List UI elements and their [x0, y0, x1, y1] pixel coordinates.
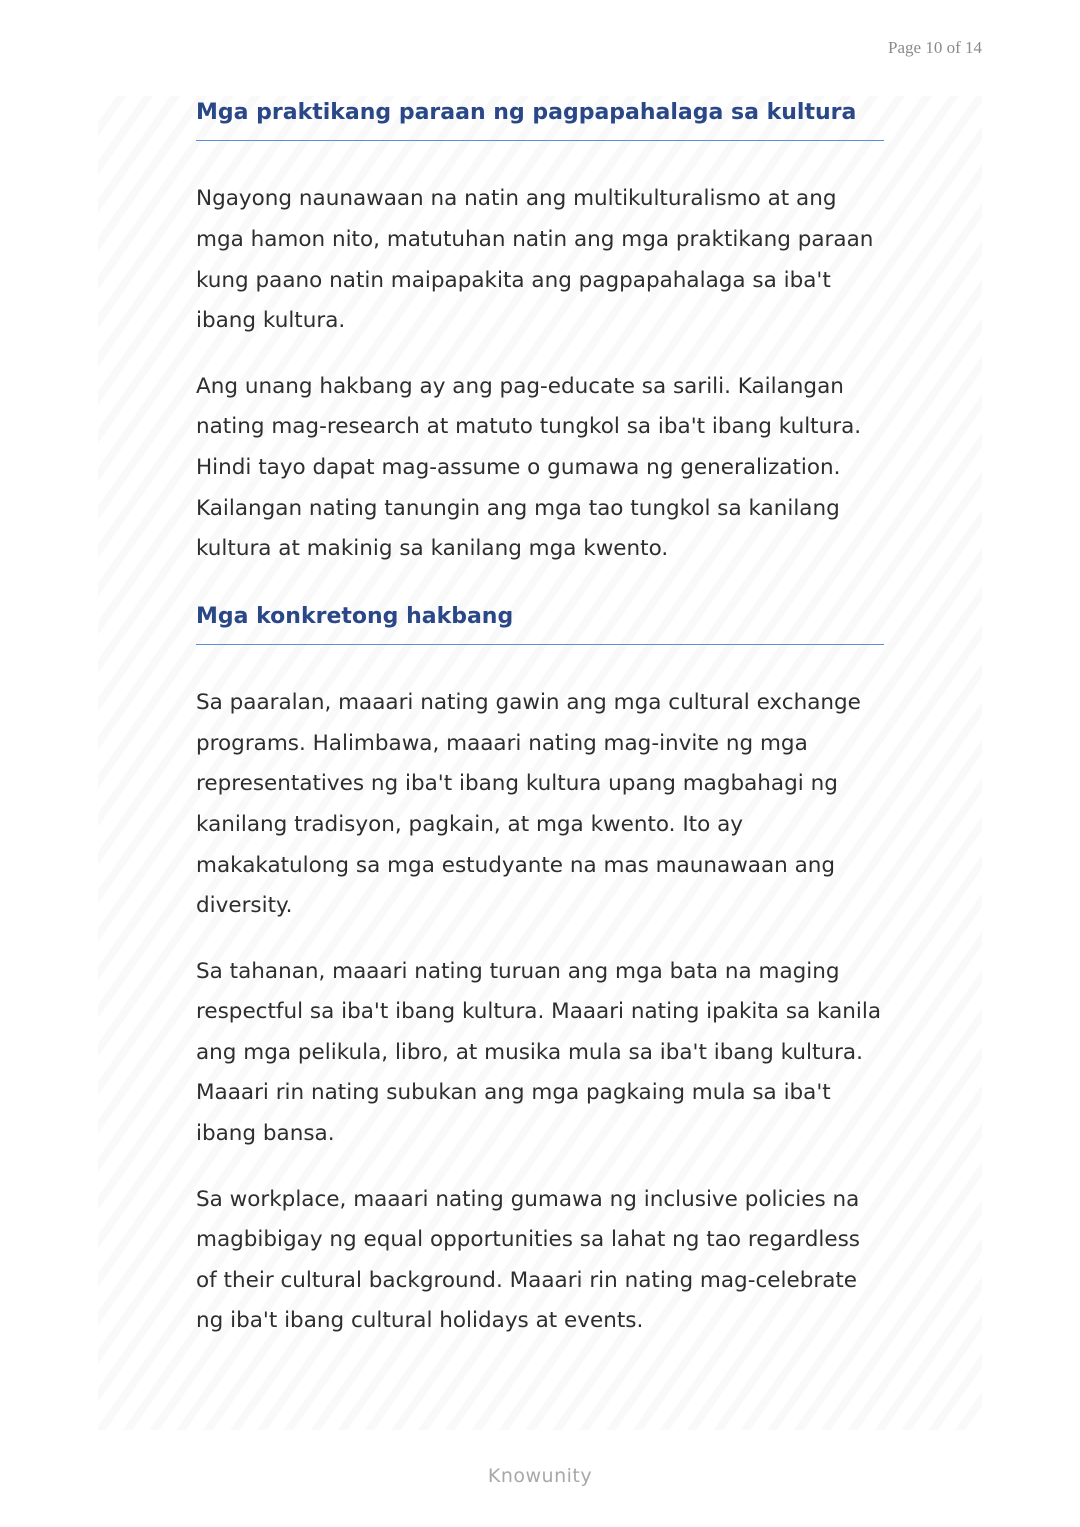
section-heading-concrete-steps: Mga konkretong hakbang: [196, 604, 884, 645]
paragraph: Sa workplace, maaari nating gumawa ng inclusive policies na magbibigay ng equal opportunities sa lahat ng tao regardless of their cultural background. Maaari rin nating mag-celebrate ng iba't ibang cultural holidays at events.: [196, 1186, 861, 1334]
paragraph: Sa paaralan, maaari nating gawin ang mga cultural exchange programs. Halimbawa, maaari nating mag-invite ng mga representatives ng iba't ibang kultura upang magbahagi ng kanilang tradisyon, pagkain, at mga kwento. Ito ay makakatulong sa mga estudyante na mas maunawaan ang diversity.: [196, 690, 861, 919]
paragraph: Ngayong naunawaan na natin ang multikulturalismo at ang mga hamon nito, matutuhan natin ang mga praktikang paraan kung paano natin maipapakita ang pagpapahalaga sa iba't ibang kultura.: [196, 186, 874, 334]
content-area: [98, 96, 982, 1430]
content-inner: [196, 96, 884, 1342]
section-heading-practical-ways: Mga praktikang paraan ng pagpapahalaga sa kultura: [196, 100, 884, 141]
footer-brand-logo: Knowunity: [487, 1465, 593, 1487]
page-number: Page 10 of 14: [888, 38, 982, 57]
paragraph: Sa tahanan, maaari nating turuan ang mga bata na maging respectful sa iba't ibang kultura. Maaari nating ipakita sa kanila ang mga pelikula, libro, at musika mula sa iba't ibang kultura. Maaari rin nating subukan ang mga pagkaing mula sa iba't ibang bansa.: [196, 958, 882, 1147]
paragraph: Ang unang hakbang ay ang pag-educate sa sarili. Kailangan nating mag-research at matuto tungkol sa iba't ibang kultura. Hindi tayo dapat mag-assume o gumawa ng generalization. Kailangan nating tanungin ang mga tao tungkol sa kanilang kultura at makinig sa kanilang mga kwento.: [196, 373, 862, 562]
